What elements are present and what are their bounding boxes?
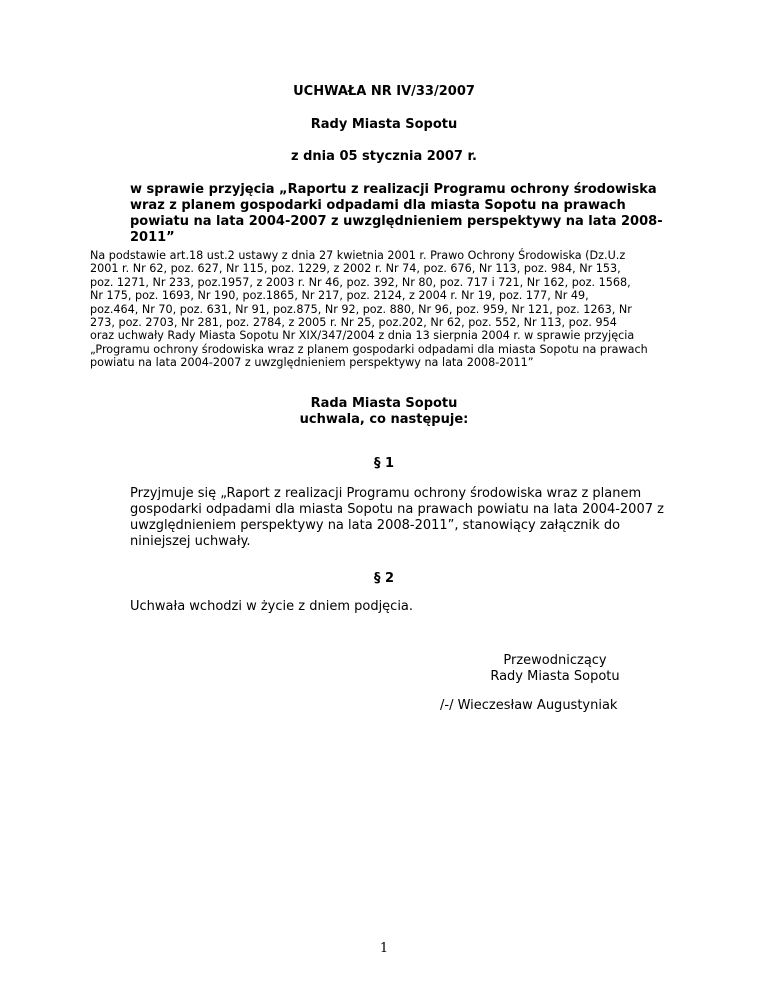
signature-body: Rady Miasta Sopotu	[490, 669, 620, 684]
resolution-date: z dnia 05 stycznia 2007 r.	[291, 149, 477, 164]
subject-line: w sprawie przyjęcia „Raportu z realizacji Programu ochrony środowiska	[130, 182, 657, 197]
council-resolves	[0, 396, 768, 428]
legal-basis-line: 273, poz. 2703, Nr 281, poz. 2784, z 2005 r. Nr 25, poz.202, Nr 62, poz. 552, Nr 113, poz. 954	[90, 316, 617, 330]
signature-role: Przewodniczący	[503, 653, 607, 668]
section-1-line: Przyjmuje się „Raport z realizacji Programu ochrony środowiska wraz z planem	[130, 486, 642, 501]
section-1-line: uwzględnieniem perspektywy na lata 2008-2011”, stanowiący załącznik do	[130, 518, 621, 533]
section-1-line: niniejszej uchwały.	[130, 534, 251, 549]
subject-line: powiatu na lata 2004-2007 z uwzględnieniem perspektywy na lata 2008-	[130, 214, 663, 229]
signer-name: /-/ Wieczesław Augustyniak	[440, 698, 618, 713]
legal-basis-line: 2001 r. Nr 62, poz. 627, Nr 115, poz. 1229, z 2002 r. Nr 74, poz. 676, Nr 113, poz. 984, Nr 153,	[90, 262, 621, 276]
section-1-sign: § 1	[373, 456, 395, 471]
legal-basis-line: Nr 175, poz. 1693, Nr 190, poz.1865, Nr 217, poz. 2124, z 2004 r. Nr 19, poz. 177, Nr 49,	[90, 289, 589, 303]
council-resolves-line1: Rada Miasta Sopotu	[310, 396, 458, 411]
subject-line: wraz z planem gospodarki odpadami dla miasta Sopotu na prawach	[130, 198, 626, 213]
legal-basis-line: poz.464, Nr 70, poz. 631, Nr 91, poz.875, Nr 92, poz. 880, Nr 96, poz. 959, Nr 121, poz. 1263, Nr	[90, 302, 632, 316]
signature-block	[440, 653, 670, 685]
council-name: Rady Miasta Sopotu	[310, 117, 458, 132]
legal-basis-line: powiatu na lata 2004-2007 z uwzględnieniem perspektywy na lata 2008-2011”	[90, 356, 534, 370]
section-2-text: Uchwała wchodzi w życie z dniem podjęcia.	[130, 599, 414, 614]
section-1-line: gospodarki odpadami dla miasta Sopotu na prawach powiatu na lata 2004-2007 z	[130, 502, 664, 517]
legal-basis-line: Na podstawie art.18 ust.2 ustawy z dnia 27 kwietnia 2001 r. Prawo Ochrony Środowiska (Dz.U.z	[90, 249, 626, 262]
section-2-sign: § 2	[373, 571, 395, 586]
legal-basis	[90, 249, 690, 370]
subject-line: 2011”	[130, 230, 175, 245]
legal-basis-line: oraz uchwały Rady Miasta Sopotu Nr XIX/347/2004 z dnia 13 sierpnia 2004 r. w sprawie przyjęcia	[90, 329, 635, 343]
resolution-subject	[130, 182, 690, 246]
legal-basis-line: poz. 1271, Nr 233, poz.1957, z 2003 r. Nr 46, poz. 392, Nr 80, poz. 717 i 721, Nr 162, poz. 1568,	[90, 275, 631, 289]
legal-basis-line: „Programu ochrony środowiska wraz z planem gospodarki odpadami dla miasta Sopotu na prawach	[90, 342, 648, 356]
council-resolves-line2: uchwala, co następuje:	[299, 412, 469, 427]
page-number: 1	[379, 941, 389, 956]
resolution-title: UCHWAŁA NR IV/33/2007	[293, 84, 475, 99]
section-1-text	[130, 486, 690, 550]
